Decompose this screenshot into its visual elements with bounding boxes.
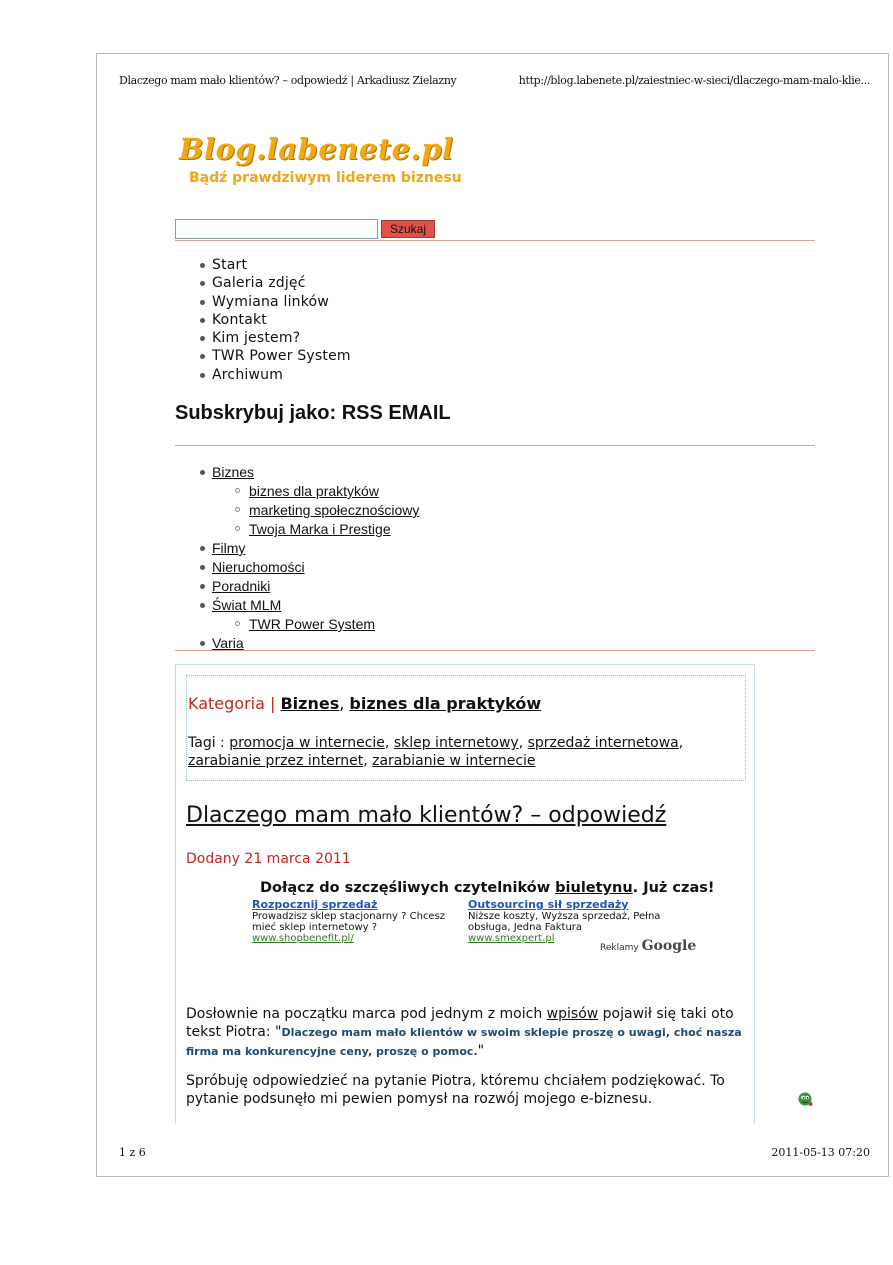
subcategory-item	[235, 501, 419, 520]
menu-item-twr-power-system[interactable]: TWR Power System	[199, 347, 351, 365]
subcategory-link-twr[interactable]: TWR Power System	[249, 616, 376, 632]
google-logo: Google	[641, 938, 697, 954]
ad-block-1[interactable]	[252, 899, 467, 944]
category-item	[199, 558, 419, 577]
category-link-varia[interactable]: Varia	[212, 635, 244, 651]
post-categories	[188, 694, 541, 713]
newsletter-link[interactable]: biuletynu	[555, 880, 633, 896]
ad-url[interactable]: www.smexpert.pl	[468, 933, 555, 944]
post-category-link-biznes-dla-praktykow[interactable]: biznes dla praktyków	[349, 694, 542, 713]
print-header-url: http://blog.labenete.pl/zaiestniec-w-sieci/dlaczego-mam-malo-klie...	[518, 74, 870, 87]
ad-url[interactable]: www.shopbenefit.pl/	[252, 933, 354, 944]
para1-text-end: "	[477, 1043, 485, 1059]
tag-link[interactable]: zarabianie przez internet	[188, 753, 364, 769]
tag-link[interactable]: zarabianie w internecie	[372, 753, 536, 769]
logo-title: Blog.labenete.pl	[179, 132, 454, 166]
tag-link[interactable]: promocja w internecie	[229, 735, 385, 751]
category-link-filmy[interactable]: Filmy	[212, 540, 246, 556]
category-label: Kategoria	[188, 694, 265, 713]
wpisow-link[interactable]: wpisów	[546, 1006, 599, 1022]
subcategory-item	[235, 615, 419, 634]
ads-by-label: Reklamy	[600, 943, 642, 953]
category-link-poradniki[interactable]: Poradniki	[212, 578, 271, 594]
newsletter-heading	[260, 880, 714, 896]
ad-title[interactable]: Rozpocznij sprzedaż	[252, 898, 378, 911]
printed-page	[96, 53, 889, 1177]
category-link-swiat-mlm[interactable]: Świat MLM	[212, 597, 282, 613]
tags-label: Tagi :	[188, 735, 230, 751]
menu-item-archiwum[interactable]: Archiwum	[199, 366, 351, 384]
post-tags: Tagi : promocja w internecie, sklep internetowy, sprzedaż internetowa, zarabianie przez internet, zarabianie w internecie	[188, 735, 684, 769]
menu-item-kim-jestem[interactable]: Kim jestem?	[199, 329, 351, 347]
category-item	[199, 577, 419, 596]
subcategory-item	[235, 482, 419, 501]
print-header-title: Dlaczego mam mało klientów? – odpowiedź | Arkadiusz Zielazny	[119, 74, 457, 87]
category-comma: ,	[339, 694, 350, 713]
category-list	[199, 463, 419, 653]
post-content	[175, 664, 755, 1124]
menu-item-galeria[interactable]: Galeria zdjęć	[199, 274, 351, 292]
category-item	[199, 596, 419, 634]
divider-top	[175, 445, 815, 446]
post-paragraph-2: Spróbuję odpowiedzieć na pytanie Piotra, któremu chciałem podziękować. To pytanie podsunęło mi pewien pomysł na rozwój mojego e-biznesu.	[186, 1073, 725, 1107]
site-logo[interactable]	[175, 132, 495, 202]
subcategory-item	[235, 520, 419, 539]
subcategory-link-twoja-marka[interactable]: Twoja Marka i Prestige	[249, 521, 391, 537]
reader-quote: Dlaczego mam mało klientów w swoim sklepie proszę o uwagi, choć nasza firma ma konkurencyjne ceny, proszę o pomoc.	[186, 1026, 742, 1058]
menu-item-start[interactable]: Start	[199, 256, 351, 274]
menu-item-wymiana-linkow[interactable]: Wymiana linków	[199, 293, 351, 311]
para1-text: Dosłownie na początku marca pod jednym z moich	[186, 1006, 547, 1022]
ad-title[interactable]: Outsourcing sił sprzedaży	[468, 898, 629, 911]
post-category-link-biznes[interactable]: Biznes	[280, 694, 340, 713]
search-input[interactable]	[175, 219, 378, 239]
logo-tagline: Bądź prawdziwym liderem biznesu	[189, 170, 462, 186]
category-item	[199, 463, 419, 539]
search-bar	[175, 218, 815, 241]
subscribe-heading: Subskrybuj jako: RSS EMAIL	[175, 402, 451, 424]
subcategory-list	[235, 482, 419, 539]
print-datetime: 2011-05-13 07:20	[771, 1146, 870, 1159]
newsletter-heading-text: Dołącz do szczęśliwych czytelników	[260, 880, 556, 896]
top-menu	[199, 256, 351, 384]
category-item	[199, 539, 419, 558]
subcategory-link-marketing[interactable]: marketing społecznościowy	[249, 502, 420, 518]
newsletter-heading-end: . Już czas!	[632, 880, 715, 896]
divider-bottom	[175, 650, 815, 651]
mascot-icon[interactable]	[797, 1091, 813, 1107]
subcategory-link-biznes-dla-praktykow[interactable]: biznes dla praktyków	[249, 483, 379, 499]
page-number: 1 z 6	[119, 1146, 146, 1159]
post-paragraph-1	[186, 1005, 751, 1061]
para1-text-mid: pojawił się taki oto tekst Piotra: "	[186, 1006, 734, 1040]
post-title[interactable]: Dlaczego mam mało klientów? – odpowiedź	[186, 803, 667, 828]
subcategory-list	[235, 615, 419, 634]
post-date: Dodany 21 marca 2011	[186, 851, 351, 867]
category-separator: |	[264, 694, 281, 713]
post-meta-box	[186, 675, 746, 781]
ad-text: Niższe koszty, Wyższa sprzedaż, Pełna obsługa, Jedna Faktura	[468, 911, 661, 933]
google-ads-label[interactable]	[600, 938, 696, 954]
menu-item-kontakt[interactable]: Kontakt	[199, 311, 351, 329]
category-link-nieruchomosci[interactable]: Nieruchomości	[212, 559, 305, 575]
ad-text: Prowadzisz sklep stacjonarny ? Chcesz mieć sklep internetowy ?	[252, 911, 446, 933]
search-button[interactable]: Szukaj	[381, 220, 435, 238]
tag-link[interactable]: sklep internetowy	[393, 735, 519, 751]
category-link-biznes[interactable]: Biznes	[212, 464, 255, 480]
tag-link[interactable]: sprzedaż internetowa	[527, 735, 679, 751]
